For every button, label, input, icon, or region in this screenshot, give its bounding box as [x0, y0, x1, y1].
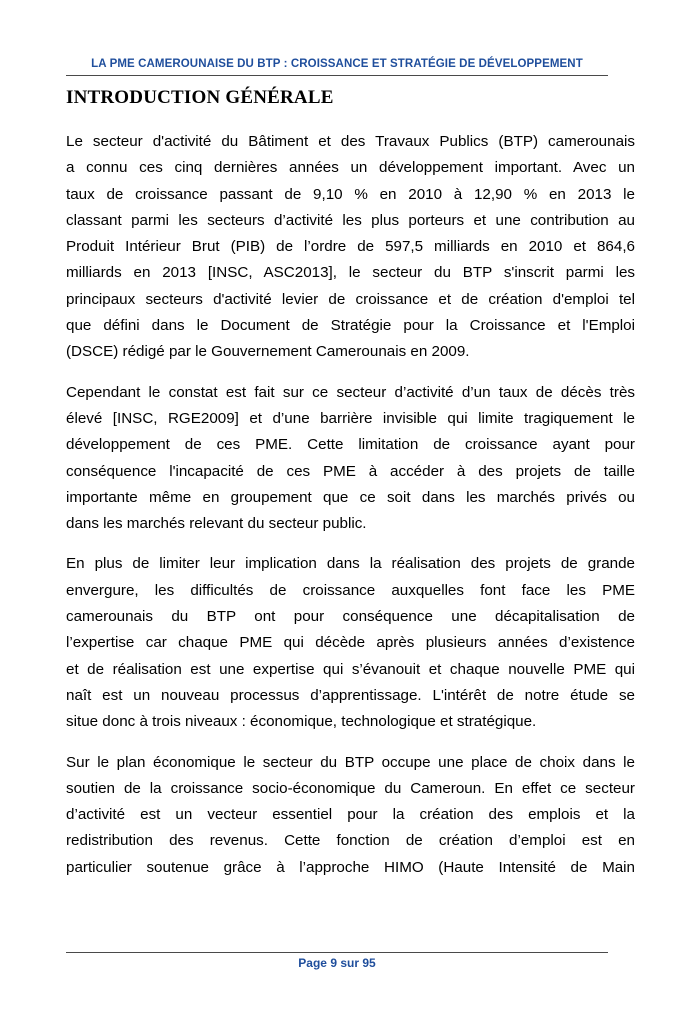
text-line: principaux secteurs d'activité levier de croissance et de création d'emploi tel — [66, 290, 635, 308]
text-line: naît est un nouveau processus d’apprentissage. L'intérêt de notre étude se — [66, 686, 635, 704]
text-line: a connu ces cinq dernières années un développement important. Avec un — [66, 159, 635, 177]
paragraph-2 — [66, 380, 635, 538]
text-line: d’activité est un vecteur essentiel pour la création des emplois et la — [66, 806, 635, 824]
text-line: importante même en groupement que ce soit dans les marchés privés ou — [66, 488, 635, 506]
text-line: En plus de limiter leur implication dans la réalisation des projets de grande — [66, 555, 635, 573]
text-line: milliards en 2013 [INSC, ASC2013], le secteur du BTP s'inscrit parmi les — [66, 264, 635, 282]
text-line: particulier soutenue grâce à l’approche HIMO (Haute Intensité de Main — [66, 858, 635, 876]
text-line: envergure, les difficultés de croissance auxquelles font face les PME — [66, 581, 635, 599]
text-line: et de réalisation est une expertise qui s’évanouit et chaque nouvelle PME qui — [66, 660, 635, 678]
text-line: soutien de la croissance socio-économique du Cameroun. En effet ce secteur — [66, 779, 635, 797]
header-divider — [66, 75, 608, 76]
running-header: LA PME CAMEROUNAISE DU BTP : CROISSANCE ET STRATÉGIE DE DÉVELOPPEMENT — [91, 58, 583, 70]
text-line: Produit Intérieur Brut (PIB) de l’ordre de 597,5 milliards en 2010 et 864,6 — [66, 238, 635, 256]
text-line: conséquence l'incapacité de ces PME à accéder à des projets de taille — [66, 462, 635, 480]
body-text — [66, 129, 635, 895]
text-line: redistribution des revenus. Cette fonction de création d’emploi est en — [66, 832, 635, 850]
text-line: Le secteur d'activité du Bâtiment et des Travaux Publics (BTP) camerounais — [66, 133, 635, 150]
paragraph-4 — [66, 750, 635, 881]
text-line: Sur le plan économique le secteur du BTP occupe une place de choix dans le — [66, 753, 635, 771]
section-title: INTRODUCTION GÉNÉRALE — [66, 87, 334, 108]
text-line: développement de ces PME. Cette limitation de croissance ayant pour — [66, 436, 635, 454]
text-line: Cependant le constat est fait sur ce secteur d’activité d’un taux de décès très — [66, 383, 635, 401]
paragraph-3 — [66, 551, 635, 735]
footer-divider — [66, 952, 608, 953]
text-line: (DSCE) rédigé par le Gouvernement Camerounais en 2009. — [66, 343, 470, 361]
text-line: taux de croissance passant de 9,10 % en 2010 à 12,90 % en 2013 le — [66, 185, 635, 203]
text-line: situe donc à trois niveaux : économique, technologique et stratégique. — [66, 713, 537, 731]
text-line: camerounais du BTP ont pour conséquence une décapitalisation de — [66, 608, 635, 626]
text-line: classant parmi les secteurs d’activité les plus porteurs et une contribution au — [66, 211, 635, 229]
text-line: dans les marchés relevant du secteur public. — [66, 515, 367, 533]
paragraph-1 — [66, 129, 635, 366]
text-line: élevé [INSC, RGE2009] et d’une barrière invisible qui limite tragiquement le — [66, 409, 635, 427]
page-number: Page 9 sur 95 — [298, 956, 376, 970]
text-line: que défini dans le Document de Stratégie pour la Croissance et l'Emploi — [66, 317, 635, 335]
text-line: l’expertise car chaque PME qui décède après plusieurs années d’existence — [66, 634, 635, 652]
